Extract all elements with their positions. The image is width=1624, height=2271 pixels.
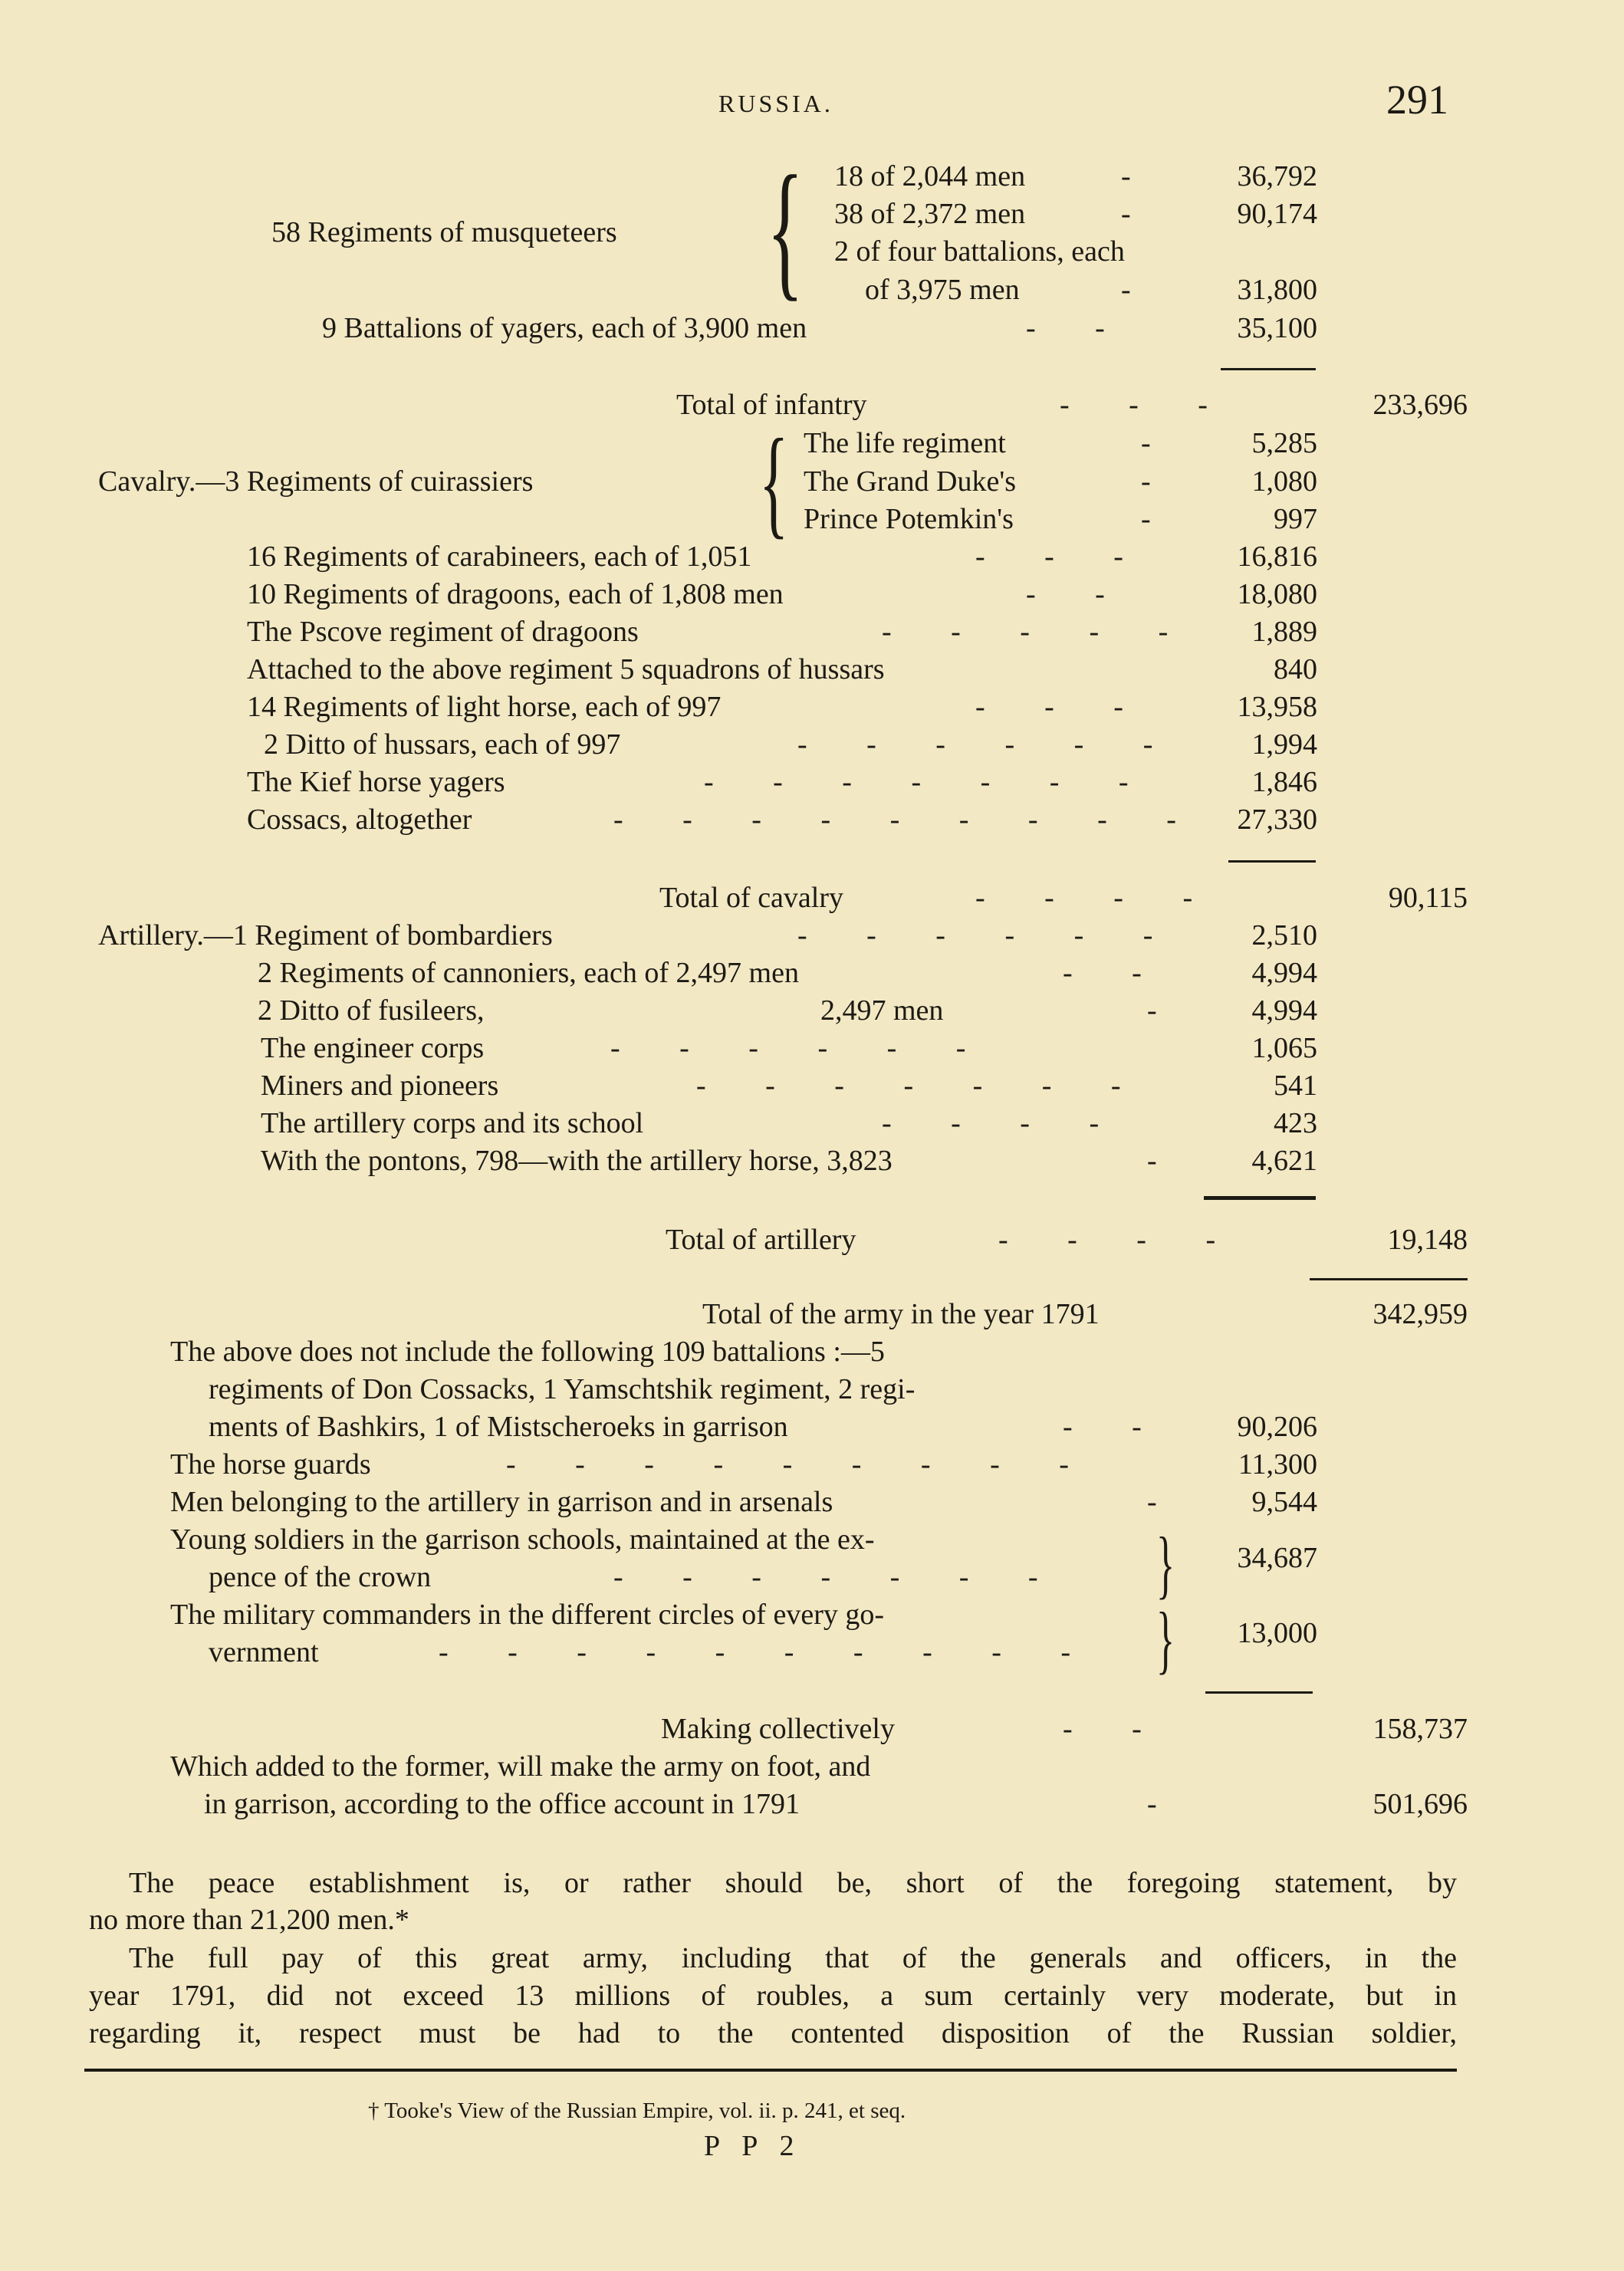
artillery-label: Artillery.—1 Regiment of bombardiers <box>98 919 553 951</box>
musqueteers-label: 58 Regiments of musqueteers <box>271 216 617 248</box>
musq-row-4-desc: of 3,975 men <box>865 274 1020 306</box>
rule <box>1310 1278 1468 1280</box>
army-total-label: Total of the army in the year 1791 <box>702 1298 1100 1330</box>
cav-row: 16 Regiments of carabineers, each of 1,051 <box>247 541 752 573</box>
infantry-total-value: 233,696 <box>1373 389 1468 421</box>
musq-row-2-value: 90,174 <box>1237 198 1317 230</box>
artillery-garrison-desc: Men belonging to the artillery in garrison and in arsenals <box>170 1486 833 1518</box>
musq-row-2-desc: 38 of 2,372 men <box>834 198 1026 230</box>
not-included-line-1: The above does not include the following 109 battalions :—5 <box>170 1336 885 1368</box>
cav-row: 14 Regiments of light horse, each of 997 <box>247 691 722 723</box>
artillery-total-label: Total of artillery <box>666 1224 856 1256</box>
rule <box>1228 860 1316 863</box>
military-commanders-line-1: The military commanders in the different circles of every go- <box>170 1599 884 1631</box>
art-row: 2 Regiments of cannoniers, each of 2,497 men <box>258 957 799 989</box>
infantry-total-label: Total of infantry <box>676 389 867 421</box>
musq-row-3-desc: 2 of four battalions, each <box>834 235 1125 268</box>
yagers-value: 35,100 <box>1237 312 1317 344</box>
cav-row: Cossacs, altogether <box>247 804 472 836</box>
page-number: 291 <box>1386 77 1448 123</box>
cav-row: The Kief horse yagers <box>247 766 505 798</box>
cav-row: The Pscove regiment of dragoons <box>247 616 639 648</box>
cav-row: 10 Regiments of dragoons, each of 1,808 men <box>247 578 784 610</box>
military-commanders-line-2: vernment <box>209 1636 319 1668</box>
commanders-brace: } <box>1156 1596 1175 1681</box>
musq-row-1-desc: 18 of 2,044 men <box>834 160 1026 192</box>
musq-row-1-value: 36,792 <box>1237 160 1317 192</box>
yagers-desc: 9 Battalions of yagers, each of 3,900 men <box>322 312 807 344</box>
young-soldiers-value: 34,687 <box>1237 1542 1317 1574</box>
young-soldiers-line-2: pence of the crown <box>209 1561 432 1593</box>
combined-line-2: in garrison, according to the office account in 1791 <box>204 1788 800 1820</box>
military-commanders-value: 13,000 <box>1237 1617 1317 1649</box>
signature-mark: P P 2 <box>704 2130 802 2162</box>
rule <box>1221 368 1316 370</box>
art-row: With the pontons, 798—with the artillery horse, 3,823 <box>261 1145 893 1177</box>
horse-guards-desc: The horse guards <box>170 1448 371 1481</box>
cavalry-label: Cavalry.—3 Regiments of cuirassiers <box>98 465 534 498</box>
cavalry-total-value: 90,115 <box>1388 882 1468 914</box>
art-row: The artillery corps and its school <box>261 1107 644 1139</box>
paragraph-line: The full pay of this great army, including that of the generals and officers, in the <box>129 1942 1457 1974</box>
combined-line-1: Which added to the former, will make the army on foot, and <box>170 1750 871 1783</box>
paragraph-line: year 1791, did not exceed 13 millions of roubles, a sum certainly very moderate, but in <box>89 1980 1457 2012</box>
footnote-rule <box>84 2069 1457 2072</box>
running-header: RUSSIA. <box>718 90 833 117</box>
paragraph-line: regarding it, respect must be had to the contented disposition of the Russian soldier, <box>89 2017 1457 2049</box>
footnote: † Tooke's View of the Russian Empire, vol. ii. p. 241, et seq. <box>368 2098 906 2123</box>
young-soldiers-line-1: Young soldiers in the garrison schools, maintained at the ex- <box>170 1523 875 1556</box>
making-collectively-label: Making collectively <box>661 1713 895 1745</box>
not-included-line-3: ments of Bashkirs, 1 of Mistscheroeks in garrison <box>209 1411 788 1443</box>
rule <box>1204 1196 1316 1200</box>
book-page: RUSSIA. 291 58 Regiments of musqueteers { 18 of 2,044 men - 36,792 38 of 2,372 men - 90,174 2 of four battalions, each of 3,975 men - 31,800 9 Battalions of yagers, each of 3,900 men - - 35,100 Total of infantry - - - 233,696 Cavalry.—3 Regiments of cuirassiers { The life regiment - 5,285 The Grand Duke's - 1,080 Prince Potemkin's - 997 16 Regiments of carabineers, each of 1,051 - - - 16,816 10 Regiments of dragoons, each of 1,808 men - - 18,080 The Pscove regiment of dragoons - - - - - 1,889 Attached to the above regiment 5 squadrons of hussars 840 14 Regiments of light horse, each of 997 - - - 13,958 2 Ditto of hussars, each of 997 - - - - - - 1,994 The Kief horse yagers - - - - - - - 1,846 Cossacs, altogether - - - - - - - - - 27,330 Total of cavalry - - - - 90,115 Artillery.—1 Regiment of bombardiers - - - - - - 2,510 2 Regiments of cannoniers, each of 2,497 men - - 4,994 2 Ditto of fusileers, 2,497 men - 4,994 The engineer corps - - - - - - 1,065 Miners and pioneers - - - - - - - 541 The artillery corps and its school - - - - 423 With the pontons, 798—with the artillery horse, 3,823 - 4,621 Total of artillery - - - - 19,148 Total of the army in the year 1791 342,959 The above does not include the following 109 battalions :—5 regiments of Don Cossacks, 1 Yamschtshik regiment, 2 regi- ments of Bashkirs, 1 of Mistscheroeks in garrison - - 90,206 The horse guards - - - - - - - - - 11,300 Men belonging to the artillery in garrison and in arsenals - 9,544 Young soldiers in the garrison schools, maintained at the ex- pence of the crown - - - - - - - } 34,687 The military commanders in the different circles of every go- vernment - - - - - - - - - - } 13,000 Making collectively - - 158,737 Which added to the former, will make the army on foot, and in garrison, according to the office account in 1791 - 501,696 The peace establishment is, or rather should be, short of the foregoing statement, by no more than 21,200 men.* The full pay of this great army, including that of the generals and officers, in the year 1791, did not exceed 13 millions of roubles, a sum certainly very moderate, but in regarding it, respect must be had to the contented disposition of the Russian soldier, † Tooke's View of the Russian Empire, vol. ii. p. 241, et seq. P P 2 <box>0 0 1624 2271</box>
paragraph-line: The peace establishment is, or rather should be, short of the foregoing statement, by <box>129 1867 1457 1899</box>
combined-value: 501,696 <box>1373 1788 1468 1820</box>
cuirassiers-brace: { <box>759 413 789 550</box>
not-included-line-2: regiments of Don Cossacks, 1 Yamschtshik regiment, 2 regi- <box>209 1373 916 1405</box>
cav-row: 2 Ditto of hussars, each of 997 <box>264 728 621 761</box>
art-row: 2 Ditto of fusileers, <box>258 994 485 1027</box>
young-brace: } <box>1156 1521 1175 1606</box>
musq-row-4-value: 31,800 <box>1237 274 1317 306</box>
army-total-value: 342,959 <box>1373 1298 1468 1330</box>
paragraph-line: no more than 21,200 men.* <box>89 1904 409 1936</box>
art-row: Miners and pioneers <box>261 1070 499 1102</box>
making-collectively-value: 158,737 <box>1373 1713 1468 1745</box>
rule <box>1205 1691 1313 1694</box>
cav-row: Attached to the above regiment 5 squadrons of hussars <box>247 653 885 685</box>
musqueteers-brace: { <box>767 145 804 314</box>
cavalry-total-label: Total of cavalry <box>659 882 844 914</box>
art-row: The engineer corps <box>261 1032 485 1064</box>
artillery-total-value: 19,148 <box>1387 1224 1468 1256</box>
